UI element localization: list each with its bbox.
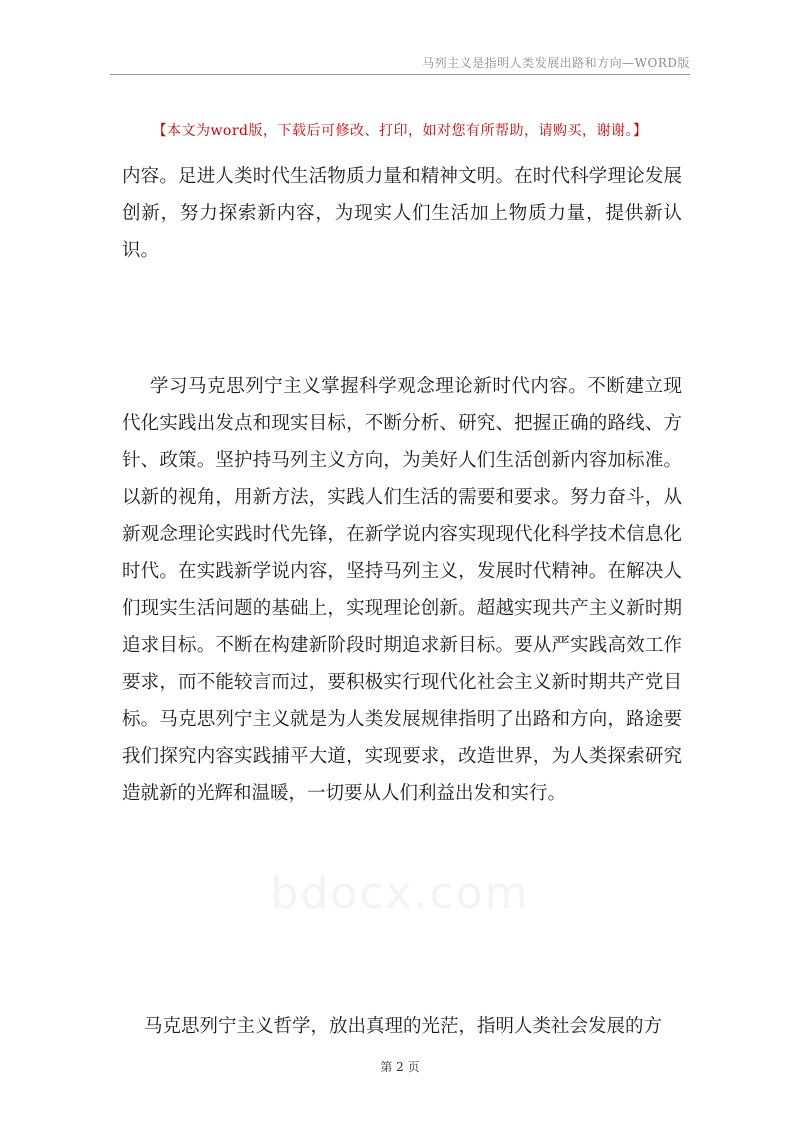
header-title: 马列主义是指明人类发展出路和方向—WORD版 — [422, 56, 690, 70]
download-notice: 【本文为word版，下载后可修改、打印，如对您有所帮助，请购买，谢谢。】 — [152, 123, 648, 139]
paragraph-1: 内容。足进人类时代生活物质力量和精神文明。在时代科学理论发展创新，努力探索新内容，为现实人们生活加上物质力量，提供新认识。 — [122, 166, 682, 261]
watermark-logo — [0, 868, 800, 919]
page-header — [110, 52, 690, 75]
paragraph-3: 马克思列宁主义哲学，放出真理的光茫，指明人类社会发展的方 — [144, 1016, 663, 1037]
paragraph-2: 学习马克思列宁主义掌握科学观念理论新时代内容。不断建立现代化实践出发点和现实目标，不断分析、研究、把握正确的路线、方针、政策。坚护持马列主义方向，为美好人们生活创新内容加标准。以新的视角，用新方法，实践人们生活的需要和要求。努力奋斗，从新观念理论实践时代先锋，在新学说内容实现现代化科学技术信息化时代。在实践新学说内容，坚持马列主义，发展时代精神。在解决人们现实生活问题的基础上，实现理论创新。超越实现共产主义新时期追求目标。不断在构建新阶段时期追求新目标。要从严实践高效工作要求，而不能较言而过，要积极实行现代化社会主义新时期共产党目标。马克思列宁主义就是为人类发展规律指明了出路和方向，路途要我们探究内容实践捕平大道，实现要求，改造世界，为人类探索研究造就新的光辉和温暖，一切要从人们利益出发和实行。 — [122, 376, 682, 804]
page-number: 第 2 页 — [380, 1060, 420, 1074]
